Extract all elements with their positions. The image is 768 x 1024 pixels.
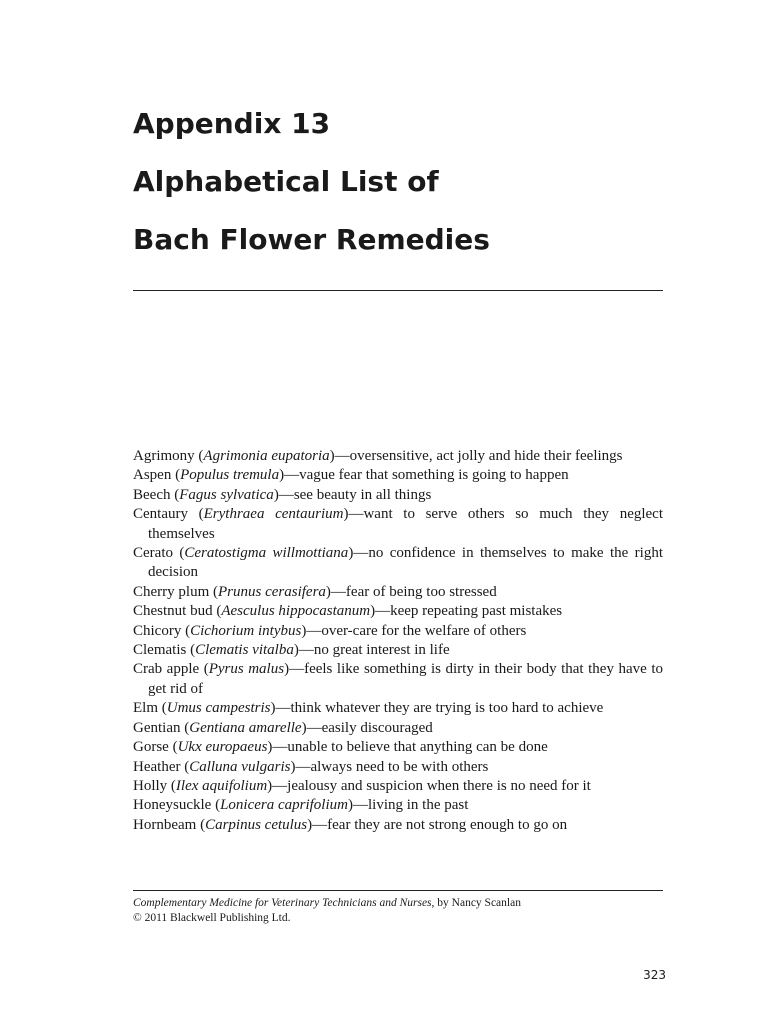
remedy-description: see beauty in all things	[293, 486, 432, 503]
remedy-description: no confidence in themselves to make the right decision	[148, 545, 664, 581]
remedy-description: always need to be with others	[310, 758, 489, 775]
list-item: Clematis (Clematis vitalba)—no great interest in life	[133, 642, 450, 659]
remedy-name: Cherry plum	[133, 583, 210, 600]
remedy-description: fear of being too stressed	[345, 583, 497, 600]
remedy-name: Chicory	[133, 622, 182, 639]
remedy-name: Beech	[133, 486, 171, 503]
appendix-subtitle-line2: Bach Flower Remedies	[133, 223, 490, 256]
list-item: Cherry plum (Prunus cerasifera)—fear of being too stressed	[133, 583, 497, 600]
remedy-name: Centaury	[133, 506, 188, 523]
remedy-latin-name: Populus tremula	[180, 467, 280, 484]
list-item: Cerato (Ceratostigma willmottiana)—no confidence in themselves to make the right decision	[133, 545, 664, 581]
remedy-name: Gentian	[133, 719, 181, 736]
remedy-description: vague fear that something is going to happen	[299, 467, 569, 484]
remedy-latin-name: Ilex aquifolium	[175, 777, 268, 794]
list-item: Gorse (Ukx europaeus)—unable to believe that anything can be done	[133, 739, 548, 756]
list-item: Crab apple (Pyrus malus)—feels like something is dirty in their body that they have to get rid of	[133, 661, 663, 697]
remedy-latin-name: Calluna vulgaris	[189, 758, 291, 775]
remedy-latin-name: Clematis vitalba	[195, 642, 294, 659]
remedy-latin-name: Erythraea centaurium	[203, 506, 344, 523]
remedy-name: Cerato	[133, 545, 173, 562]
remedy-latin-name: Fagus sylvatica	[179, 486, 274, 503]
list-item: Heather (Calluna vulgaris)—always need to be with others	[133, 758, 489, 775]
list-item: Beech (Fagus sylvatica)—see beauty in all things	[133, 486, 432, 503]
remedy-name: Chestnut bud	[133, 603, 213, 620]
list-item: Chicory (Cichorium intybus)—over-care for the welfare of others	[133, 622, 527, 639]
remedy-latin-name: Carpinus cetulus	[205, 816, 308, 833]
remedy-latin-name: Cichorium intybus	[190, 622, 302, 639]
remedy-name: Elm	[133, 700, 158, 717]
remedy-latin-name: Umus campestris	[166, 700, 271, 717]
copyright-notice: © 2011 Blackwell Publishing Ltd.	[133, 912, 291, 924]
list-item: Aspen (Populus tremula)—vague fear that something is going to happen	[133, 467, 569, 484]
list-item: Hornbeam (Carpinus cetulus)—fear they are not strong enough to go on	[133, 816, 568, 833]
remedy-latin-name: Prunus cerasifera	[218, 583, 326, 600]
remedy-description: want to serve others so much they neglect themselves	[148, 506, 663, 542]
remedy-list	[133, 447, 663, 835]
remedy-description: no great interest in life	[313, 642, 450, 659]
citation-footer	[133, 896, 693, 926]
remedy-name: Aspen	[133, 467, 172, 484]
list-item: Elm (Umus campestris)—think whatever they are trying is too hard to achieve	[133, 700, 604, 717]
citation-line	[133, 896, 693, 911]
book-title: Complementary Medicine for Veterinary Technicians and Nurses	[133, 897, 432, 909]
page-number: 323	[643, 968, 666, 982]
remedy-latin-name: Ceratostigma willmottiana	[184, 545, 349, 562]
remedy-latin-name: Ukx europaeus	[177, 739, 268, 756]
remedy-name: Clematis	[133, 642, 187, 659]
remedy-description: oversensitive, act jolly and hide their feelings	[349, 448, 623, 464]
remedy-description: keep repeating past mistakes	[390, 603, 563, 620]
list-item: Gentian (Gentiana amarelle)—easily discouraged	[133, 719, 433, 736]
remedy-latin-name: Gentiana amarelle	[189, 719, 302, 736]
remedy-description: fear they are not strong enough to go on	[327, 816, 568, 833]
remedy-latin-name: Agrimonia eupatoria	[203, 448, 330, 464]
remedy-name: Holly	[133, 777, 168, 794]
remedy-description: think whatever they are trying is too hard to achieve	[290, 700, 604, 717]
remedy-description: easily discouraged	[321, 719, 433, 736]
remedy-name: Heather	[133, 758, 181, 775]
remedy-name: Gorse	[133, 739, 169, 756]
heading-divider	[133, 290, 663, 291]
remedy-name: Agrimony	[133, 448, 195, 464]
remedy-name: Crab apple	[133, 661, 200, 678]
remedy-latin-name: Aesculus hippocastanum	[221, 603, 371, 620]
remedy-name: Honeysuckle	[133, 797, 212, 814]
book-author: , by Nancy Scanlan	[431, 897, 521, 909]
list-item: Holly (Ilex aquifolium)—jealousy and suspicion when there is no need for it	[133, 777, 591, 794]
appendix-title: Appendix 13	[133, 107, 331, 140]
remedy-latin-name: Pyrus malus	[208, 661, 285, 678]
remedy-latin-name: Lonicera caprifolium	[220, 797, 348, 814]
footer-divider	[133, 890, 663, 891]
remedy-description: feels like something is dirty in their body that they have to get rid of	[148, 661, 663, 697]
list-item: Chestnut bud (Aesculus hippocastanum)—keep repeating past mistakes	[133, 603, 563, 620]
appendix-subtitle-line1: Alphabetical List of	[133, 165, 439, 198]
list-item: Honeysuckle (Lonicera caprifolium)—living in the past	[133, 797, 469, 814]
remedy-description: jealousy and suspicion when there is no need for it	[287, 777, 591, 794]
list-item: Centaury (Erythraea centaurium)—want to serve others so much they neglect themselves	[133, 506, 663, 542]
remedy-description: unable to believe that anything can be done	[287, 739, 548, 756]
list-item: Agrimony (Agrimonia eupatoria)—oversensitive, act jolly and hide their feelings	[133, 448, 623, 464]
remedy-description: over-care for the welfare of others	[321, 622, 527, 639]
remedy-name: Hornbeam	[133, 816, 197, 833]
remedy-description: living in the past	[367, 797, 469, 814]
